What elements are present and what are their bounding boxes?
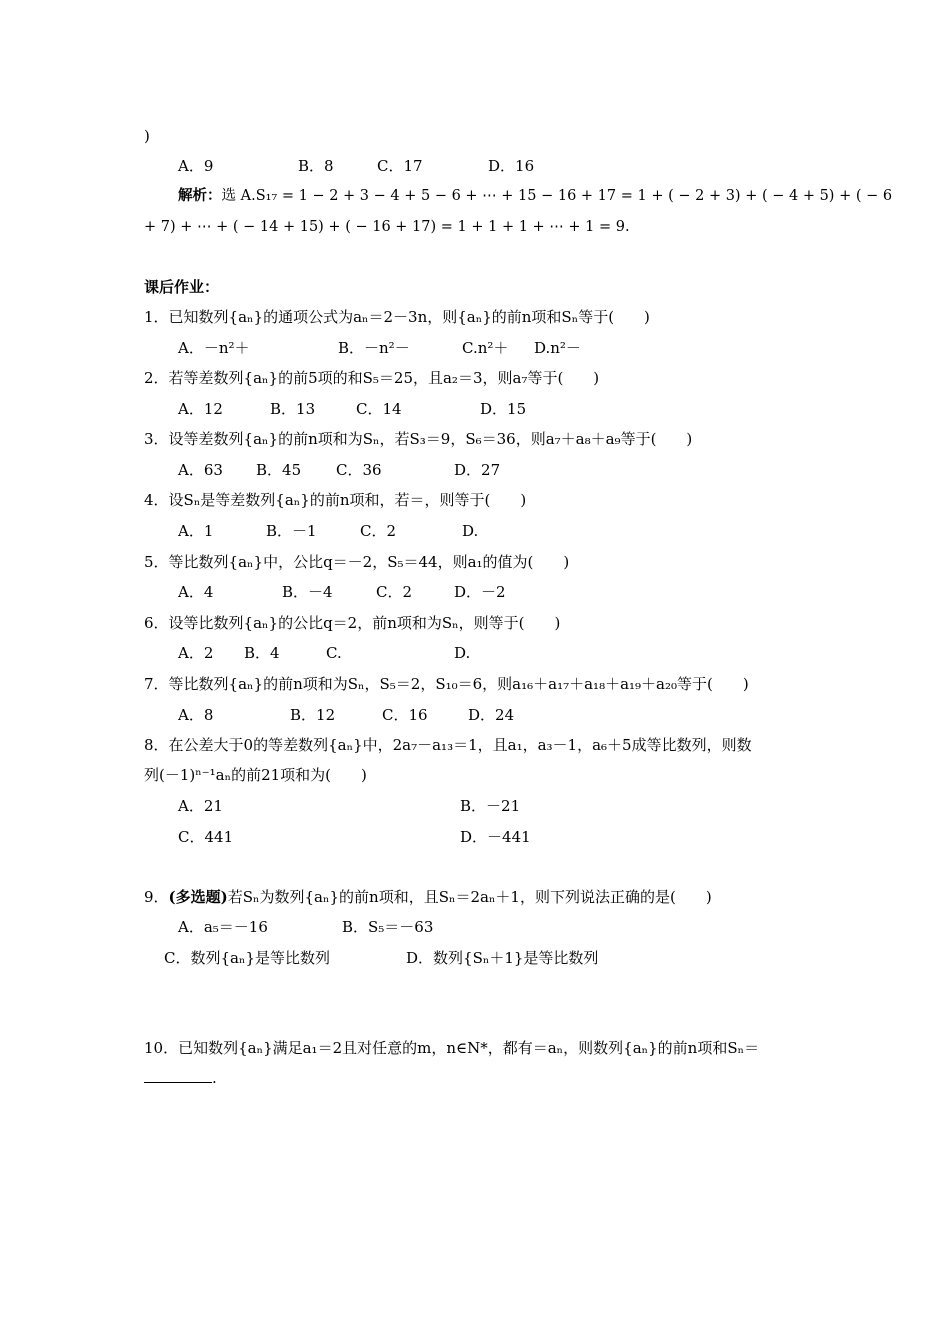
option-d: D．16: [488, 157, 535, 175]
solution-label: 解析：: [178, 187, 222, 204]
solution-line-1: [178, 186, 892, 206]
q1-option-a: A．－n²＋: [178, 339, 250, 357]
option-c: C．17: [377, 157, 423, 175]
q3-option-a: A．63: [178, 461, 223, 479]
solution-text-1: 选 A.S₁₇ = 1 − 2 + 3 − 4 + 5 − 6 + ⋯ + 15 − 16 + 17 = 1 + ( − 2 + 3) + ( − 4 + 5) + ( − 6: [221, 188, 893, 204]
q10-period: .: [212, 1069, 217, 1087]
q8-stem-line-1: 8．在公差大于0的等差数列{aₙ}中，2a₇－a₁₃＝1，且a₁，a₃－1，a₆＋5成等比数列，则数: [144, 736, 752, 754]
q9-stem-text: 若Sₙ为数列{aₙ}的前n项和，且Sₙ＝2aₙ＋1，则下列说法正确的是( ): [227, 888, 712, 906]
q3-stem: 3．设等差数列{aₙ}的前n项和为Sₙ，若S₃＝9，S₆＝36，则a₇＋a₈＋a₉等于( ): [144, 430, 693, 448]
q1-option-d: D.n²－: [534, 339, 581, 357]
q8-stem-line-2: 列(－1)ⁿ⁻¹aₙ的前21项和为( ): [144, 766, 367, 784]
q1-stem: 1．已知数列{aₙ}的通项公式为aₙ＝2－3n，则{aₙ}的前n项和Sₙ等于( ): [144, 308, 650, 326]
q2-option-b: B．13: [270, 400, 316, 418]
q5-option-d: D．－2: [454, 583, 506, 601]
q6-stem: 6．设等比数列{aₙ}的公比q＝2，前n项和为Sₙ，则等于( ): [144, 614, 561, 632]
q8-option-c: C．441: [178, 828, 234, 846]
q4-stem: 4．设Sₙ是等差数列{aₙ}的前n项和，若＝，则等于( ): [144, 491, 527, 509]
answer-blank[interactable]: [144, 1068, 212, 1083]
q3-option-c: C．36: [336, 461, 382, 479]
q9-number: 9．: [144, 888, 169, 906]
q8-option-d: D．－441: [460, 828, 531, 846]
q9-option-c: C．数列{aₙ}是等比数列: [164, 949, 330, 967]
q5-option-b: B．－4: [282, 583, 333, 601]
q7-stem: 7．等比数列{aₙ}的前n项和为Sₙ，S₅＝2，S₁₀＝6，则a₁₆＋a₁₇＋a₁₈＋a₁₉＋a₂₀等于( ): [144, 675, 749, 693]
q7-option-b: B．12: [290, 706, 336, 724]
q9-option-a: A．a₅＝－16: [178, 918, 268, 936]
q2-option-c: C．14: [356, 400, 402, 418]
q9-stem: [144, 887, 712, 907]
q5-stem: 5．等比数列{aₙ}中，公比q＝－2，S₅＝44，则a₁的值为( ): [144, 553, 570, 571]
q6-option-d: D.: [454, 644, 471, 662]
q2-option-a: A．12: [178, 400, 223, 418]
solution-line-2: + 7) + ⋯ + ( − 14 + 15) + ( − 16 + 17) = 1 + 1 + 1 + ⋯ + 1 = 9.: [144, 219, 630, 235]
q1-option-b: B．－n²－: [338, 339, 410, 357]
q5-option-c: C．2: [376, 583, 413, 601]
q7-option-c: C．16: [382, 706, 428, 724]
homework-title: 课后作业：: [144, 278, 220, 296]
q9-tag: (多选题): [168, 888, 228, 906]
q9-option-d: D．数列{Sₙ＋1}是等比数列: [406, 949, 599, 967]
q4-option-b: B．－1: [266, 522, 317, 540]
q4-option-a: A．1: [178, 522, 214, 540]
q5-option-a: A．4: [178, 583, 214, 601]
q7-option-a: A．8: [178, 706, 214, 724]
q8-option-a: A．21: [178, 797, 223, 815]
q1-option-c: C.n²＋: [462, 339, 509, 357]
q2-option-d: D．15: [480, 400, 527, 418]
q7-option-d: D．24: [468, 706, 515, 724]
q2-stem: 2．若等差数列{aₙ}的前5项的和S₅＝25，且a₂＝3，则a₇等于( ): [144, 369, 600, 387]
q6-option-b: B．4: [244, 644, 280, 662]
option-b: B．8: [298, 157, 334, 175]
q8-option-b: B．－21: [460, 797, 521, 815]
q9-option-b: B．S₅＝－63: [342, 918, 434, 936]
paren-close: ): [144, 127, 150, 145]
q6-option-a: A．2: [178, 644, 214, 662]
q4-option-c: C．2: [360, 522, 397, 540]
q3-option-b: B．45: [256, 461, 302, 479]
q4-option-d: D.: [462, 522, 479, 540]
option-a: A．9: [178, 157, 214, 175]
q10-stem-line-2: [144, 1068, 217, 1088]
q10-stem-line-1: 10．已知数列{aₙ}满足a₁＝2且对任意的m，n∈N*，都有＝aₙ，则数列{aₙ}的前n项和Sₙ＝: [144, 1039, 760, 1057]
q6-option-c: C.: [326, 644, 342, 662]
q3-option-d: D．27: [454, 461, 501, 479]
